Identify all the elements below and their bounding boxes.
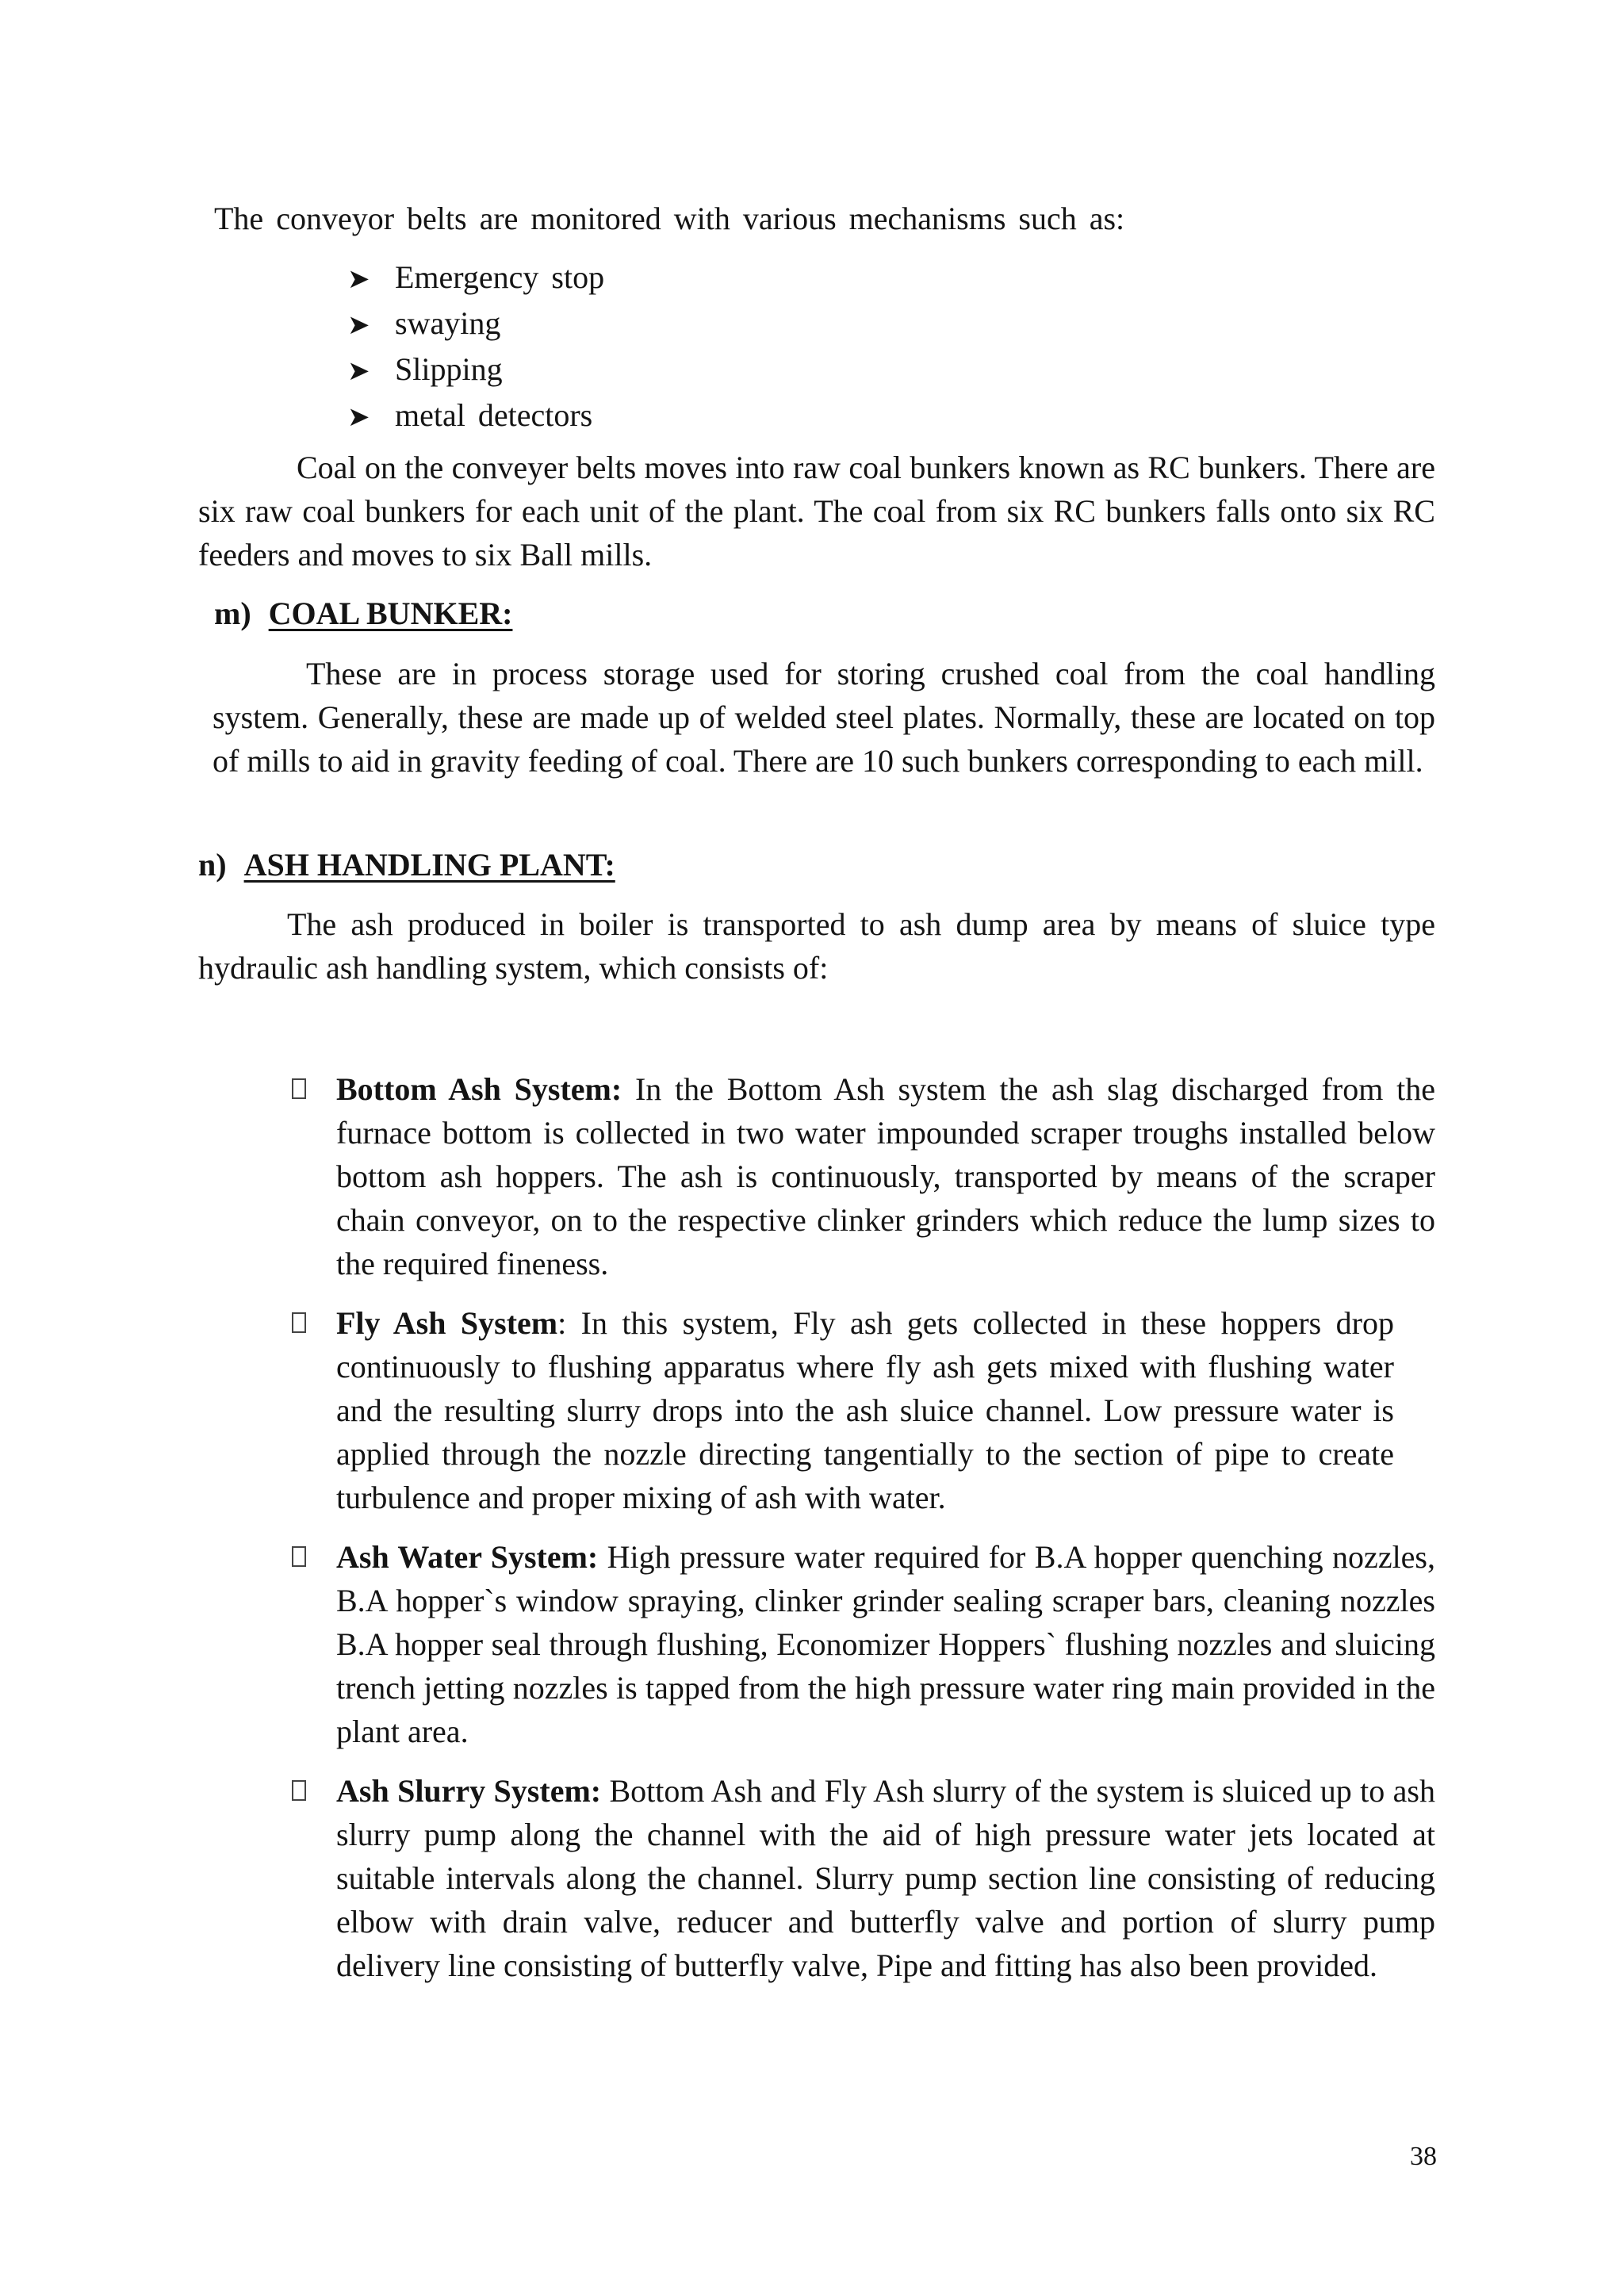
arrow-bullet-icon: ➤ bbox=[347, 263, 370, 295]
ash-handling-paragraph: The ash produced in boiler is transported to ash dump area by means of sluice type hydraulic ash handling system, which consists of: bbox=[198, 906, 1435, 986]
coal-movement-paragraph: Coal on the conveyer belts moves into raw coal bunkers known as RC bunkers. There are six raw coal bunkers for each unit of the plant. The coal from six RC bunkers falls onto six RC feeders and moves to six Ball mills. bbox=[198, 450, 1435, 573]
system-description: Bottom Ash and Fly Ash slurry of the system is sluiced up to ash slurry pump along the channel with the aid of high pressure water jets located at suitable intervals along the channel. Slurry pump section line consisting of reducing elbow with drain valve, reducer and butterfly valve and portion of slurry pump delivery line consisting of butterfly valve, Pipe and fitting has also been provided. bbox=[336, 1773, 1435, 1983]
list-item-bottom-ash bbox=[290, 1067, 1435, 1285]
arrow-bullet-icon: ➤ bbox=[347, 355, 370, 387]
system-term: Ash Water System: bbox=[336, 1539, 599, 1575]
section-label: m) bbox=[214, 596, 251, 631]
coal-bunker-paragraph: These are in process storage used for storing crushed coal from the coal handling system. Generally, these are made up of welded steel plates. Normally, these are located on top of mills to aid in gravity feeding of coal. There are 10 such bunkers corresponding to each mill. bbox=[213, 656, 1435, 779]
section-title: ASH HANDLING PLANT: bbox=[243, 847, 615, 883]
ash-systems-list bbox=[290, 1067, 1435, 2003]
system-description: High pressure water required for B.A hopper quenching nozzles, B.A hopper`s window spraying, clinker grinder sealing scraper bars, cleaning nozzles B.A hopper seal through flushing, Economizer Hoppers` flushing nozzles and sluicing trench jetting nozzles is tapped from the high pressure water ring main provided in the plant area. bbox=[336, 1539, 1436, 1749]
section-title: COAL BUNKER: bbox=[268, 596, 513, 631]
arrow-bullet-icon: ➤ bbox=[347, 401, 370, 433]
list-item: ➤ swaying bbox=[347, 301, 604, 347]
page-number: 38 bbox=[1410, 2142, 1437, 2171]
intro-text: The conveyor belts are monitored with various mechanisms such as: bbox=[214, 201, 1125, 236]
arrow-bullet-icon: ➤ bbox=[347, 309, 370, 341]
section-heading-ash-handling bbox=[198, 843, 615, 887]
list-item: ➤ Emergency stop bbox=[347, 255, 604, 301]
square-bullet-icon bbox=[292, 1078, 306, 1099]
square-bullet-icon bbox=[292, 1780, 306, 1801]
section-heading-coal-bunker bbox=[214, 592, 512, 636]
list-item: ➤ Slipping bbox=[347, 347, 604, 393]
square-bullet-icon bbox=[292, 1312, 306, 1333]
list-item-fly-ash bbox=[290, 1301, 1435, 1519]
system-term: Bottom Ash System: bbox=[336, 1071, 622, 1107]
system-description: : In this system, Fly ash gets collected in these hoppers drop continuously to flushing apparatus where fly ash gets mixed with flushing water and the resulting slurry drops into the ash sluice channel. Low pressure water is applied through the nozzle directing tangentially to the section of pipe to create turbulence and proper mixing of ash with water. bbox=[336, 1305, 1394, 1515]
system-term: Fly Ash System bbox=[336, 1305, 558, 1341]
list-item: ➤ metal detectors bbox=[347, 393, 604, 439]
list-item-ash-slurry bbox=[290, 1769, 1435, 1987]
section-label: n) bbox=[198, 847, 227, 883]
list-item-ash-water bbox=[290, 1535, 1435, 1753]
system-term: Ash Slurry System: bbox=[336, 1773, 602, 1809]
square-bullet-icon bbox=[292, 1546, 306, 1567]
mechanisms-list bbox=[347, 255, 604, 439]
system-description: In the Bottom Ash system the ash slag discharged from the furnace bottom is collected in two water impounded scraper troughs installed below bottom ash hoppers. The ash is continuously, transported by means of the scraper chain conveyor, on to the respective clinker grinders which reduce the lump sizes to the required fineness. bbox=[336, 1071, 1435, 1281]
